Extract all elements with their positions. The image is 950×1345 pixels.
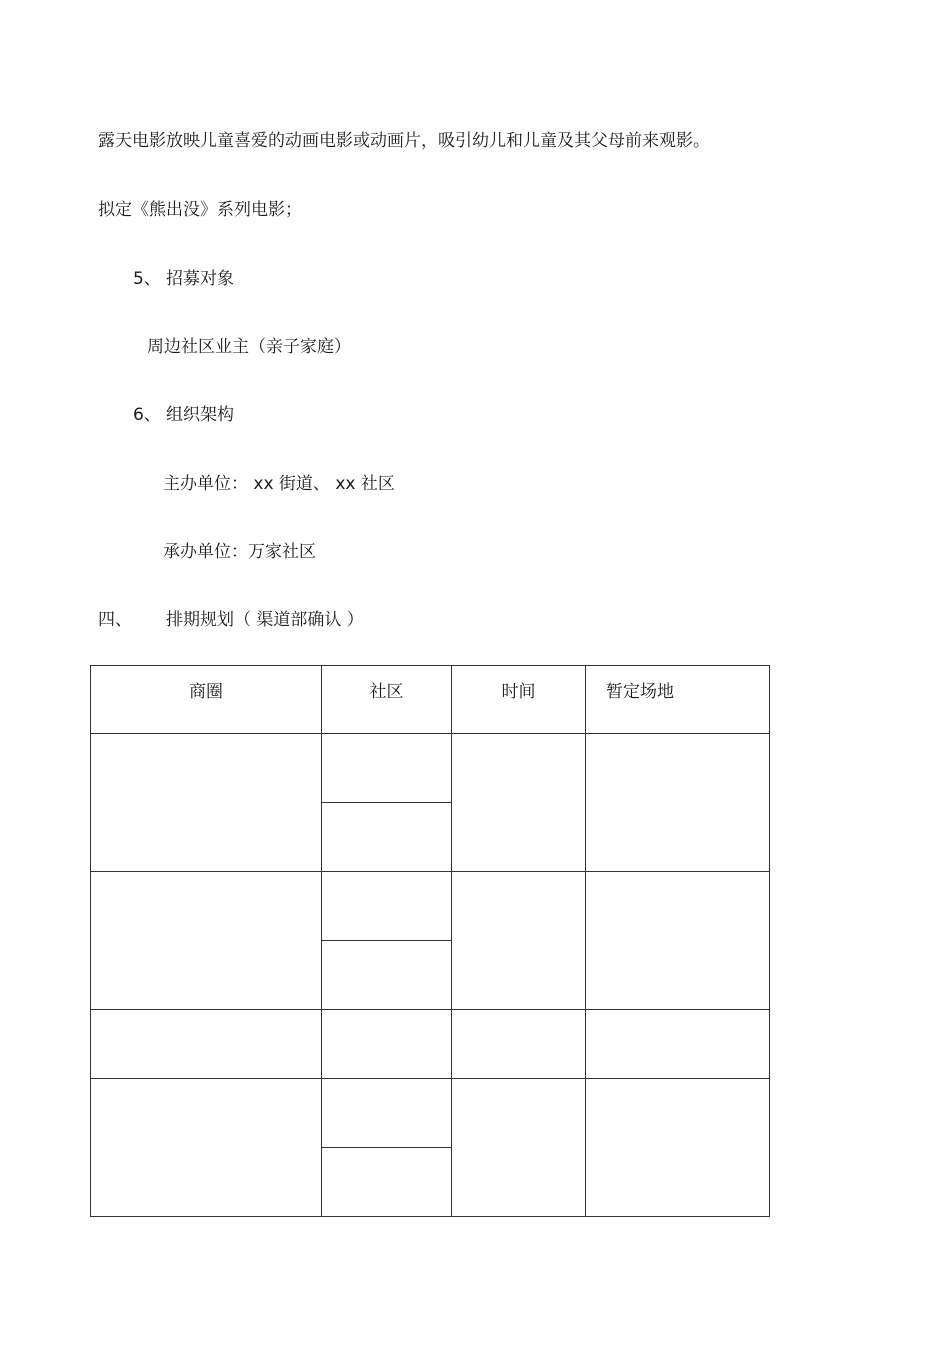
table-cell [91, 1079, 322, 1217]
film-paragraph: 拟定《熊出没》系列电影； [98, 200, 302, 220]
schedule-table [90, 665, 770, 1217]
org-title: 组织架构 [166, 405, 234, 425]
table-cell [586, 1010, 770, 1079]
table-row [91, 1010, 770, 1079]
table-cell [452, 734, 586, 872]
table-cell [322, 872, 452, 941]
schedule-number: 四、 [98, 610, 132, 630]
table-cell [322, 941, 452, 1010]
table-cell [586, 734, 770, 872]
header-community: 社区 [322, 666, 452, 734]
table-cell [322, 1079, 452, 1148]
table-cell [91, 872, 322, 1010]
table-cell [322, 1010, 452, 1079]
table-cell [322, 1148, 452, 1217]
table-row [91, 734, 770, 803]
table-row [91, 1079, 770, 1148]
recruit-number: 5、 [133, 269, 161, 289]
organizer-unit: 承办单位：万家社区 [163, 542, 316, 562]
table-header-row [91, 666, 770, 734]
host-unit: 主办单位： xx 街道、 xx 社区 [163, 474, 395, 494]
recruit-content: 周边社区业主（亲子家庭） [147, 337, 351, 357]
table-cell [586, 872, 770, 1010]
table-cell [322, 803, 452, 872]
table-cell [91, 1010, 322, 1079]
header-venue: 暂定场地 [586, 666, 770, 734]
table-cell [586, 1079, 770, 1217]
recruit-heading [133, 268, 234, 290]
header-business-district: 商圈 [91, 666, 322, 734]
table-cell [452, 1010, 586, 1079]
header-time: 时间 [452, 666, 586, 734]
intro-paragraph: 露天电影放映儿童喜爱的动画电影或动画片，吸引幼儿和儿童及其父母前来观影。 [98, 131, 710, 151]
schedule-title: 排期规划（ 渠道部确认 ） [166, 610, 364, 630]
org-number: 6、 [133, 405, 161, 425]
org-heading [133, 404, 234, 426]
recruit-title: 招募对象 [166, 269, 234, 289]
table-row [91, 872, 770, 941]
table-cell [452, 1079, 586, 1217]
table-cell [322, 734, 452, 803]
table-cell [452, 872, 586, 1010]
table-cell [91, 734, 322, 872]
schedule-heading [98, 609, 364, 631]
